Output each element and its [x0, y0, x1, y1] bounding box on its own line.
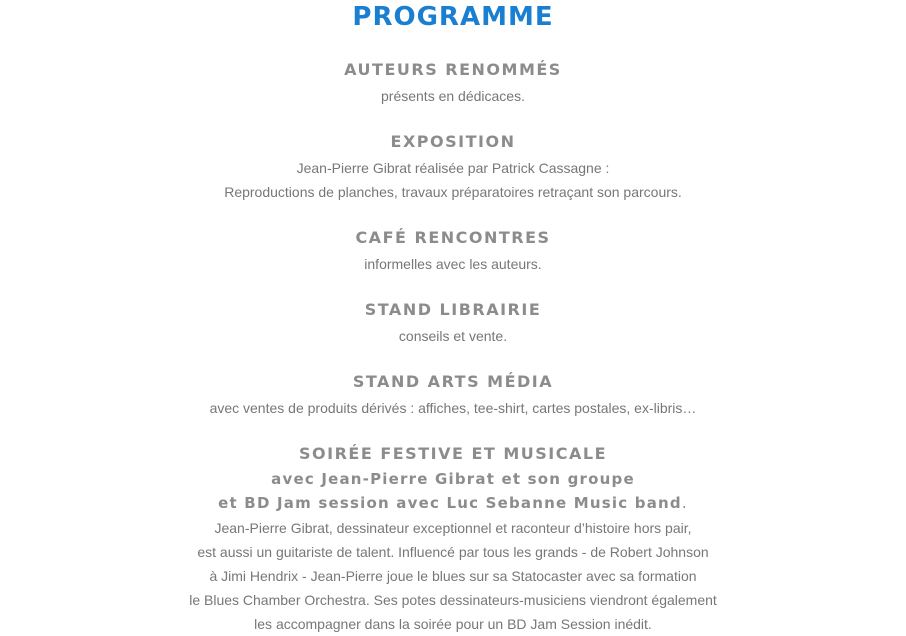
section-heading-librairie: STAND LIBRAIRIE [364, 300, 542, 319]
section-text-soiree-line4: le Blues Chamber Orchestra. Ses potes dessinateurs-musiciens viendront également [189, 592, 717, 608]
section-text-soiree-line5: les accompagner dans la soirée pour un BD Jam Session inédit. [254, 616, 652, 632]
section-text-cafe: informelles avec les auteurs. [364, 256, 542, 272]
section-heading-exposition: EXPOSITION [390, 132, 516, 151]
section-text-soiree-line1: Jean-Pierre Gibrat, dessinateur exceptionnel et raconteur d’histoire hors pair, [214, 520, 692, 536]
section-heading-arts-media: STAND ARTS MÉDIA [352, 372, 554, 391]
section-subheading-soiree-2 [0, 492, 906, 514]
section-heading-soiree: SOIRÉE FESTIVE ET MUSICALE [298, 444, 607, 463]
section-heading-auteurs: AUTEURS RENOMMÉS [344, 60, 562, 79]
section-text-arts-media: avec ventes de produits dérivés : affiches, tee-shirt, cartes postales, ex-libris… [209, 400, 697, 416]
section-subheading-soiree-1: avec Jean-Pierre Gibrat et son groupe [271, 470, 635, 488]
section-subheading-soiree-2-period: . [681, 494, 688, 512]
page-title: PROGRAMME [352, 2, 554, 32]
section-text-exposition-line2: Reproductions de planches, travaux préparatoires retraçant son parcours. [224, 184, 682, 200]
section-heading-cafe: CAFÉ RENCONTRES [355, 228, 551, 247]
section-text-auteurs: présents en dédicaces. [381, 88, 525, 104]
section-subheading-soiree-2-text: et BD Jam session avec Luc Sebanne Music band [218, 494, 682, 512]
section-text-soiree-line3: à Jimi Hendrix - Jean-Pierre joue le blues sur sa Statocaster avec sa formation [209, 568, 697, 584]
section-text-librairie: conseils et vente. [398, 328, 508, 344]
section-text-soiree-line2: est aussi un guitariste de talent. Influencé par tous les grands - de Robert Johnson [197, 544, 709, 560]
section-text-exposition-line1: Jean-Pierre Gibrat réalisée par Patrick Cassagne : [296, 160, 610, 176]
